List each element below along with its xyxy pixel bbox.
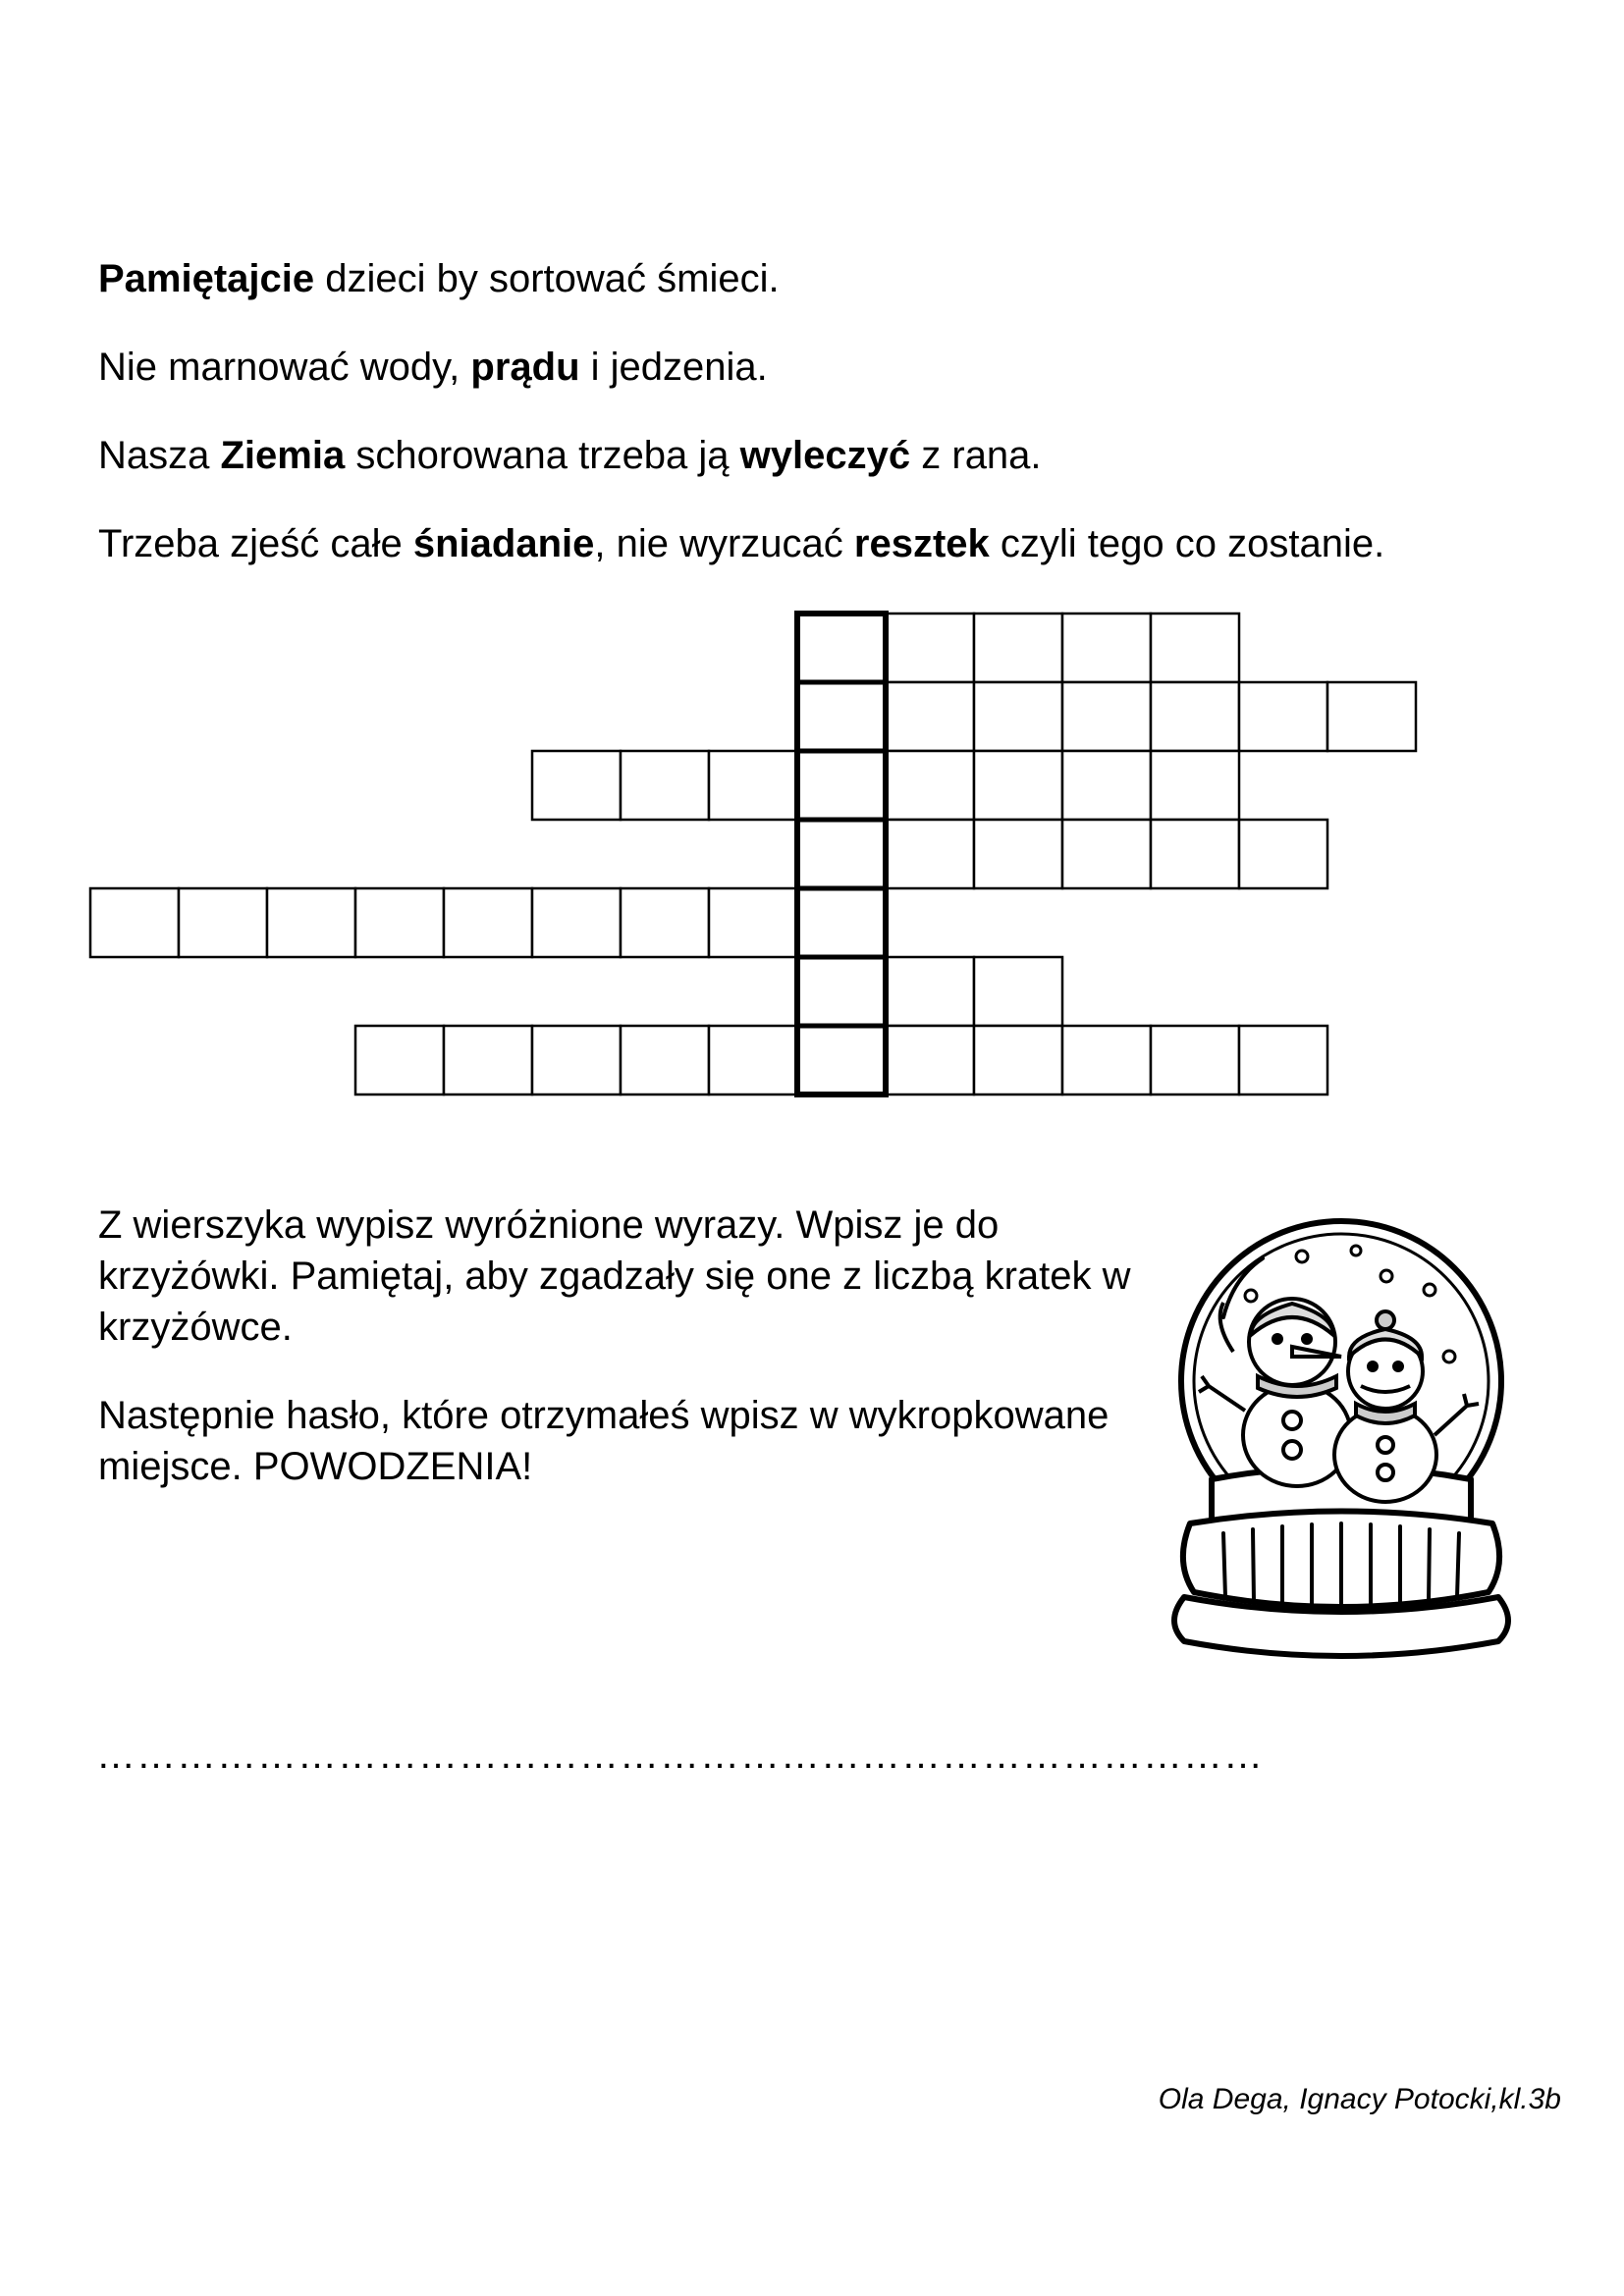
crossword-cell[interactable] bbox=[621, 1026, 709, 1095]
poem-text: , nie wyrzucać bbox=[594, 522, 854, 565]
crossword-cell[interactable] bbox=[532, 1026, 621, 1095]
crossword-password-cell[interactable] bbox=[797, 682, 886, 751]
poem-text: Nasza bbox=[98, 434, 221, 477]
crossword-cell[interactable] bbox=[709, 1026, 797, 1095]
highlighted-word: Ziemia bbox=[220, 434, 346, 477]
crossword-cell[interactable] bbox=[532, 751, 621, 820]
instructions-paragraph-2: Następnie hasło, które otrzymałeś wpisz w wykropkowane miejsce. POWODZENIA! bbox=[98, 1394, 1110, 1488]
crossword-cell[interactable] bbox=[1151, 614, 1239, 682]
poem-text: dzieci by sortować śmieci. bbox=[314, 257, 780, 300]
crossword-cell[interactable] bbox=[974, 1026, 1062, 1095]
crossword-cell[interactable] bbox=[1327, 682, 1416, 751]
crossword-password-cell[interactable] bbox=[797, 1026, 886, 1095]
crossword-cell[interactable] bbox=[1062, 614, 1151, 682]
crossword-cell[interactable] bbox=[1239, 682, 1327, 751]
author-credit: Ola Dega, Ignacy Potocki,kl.3b bbox=[1158, 2083, 1561, 2115]
crossword-cell[interactable] bbox=[974, 751, 1062, 820]
crossword-cell[interactable] bbox=[886, 1026, 974, 1095]
crossword-cell[interactable] bbox=[1239, 820, 1327, 888]
crossword-password-cell[interactable] bbox=[797, 614, 886, 682]
crossword-cell[interactable] bbox=[179, 888, 267, 957]
highlighted-word: Pamiętajcie bbox=[98, 257, 315, 300]
answer-dotted-line[interactable]: …………………………………………………………………………… bbox=[96, 1734, 1264, 1777]
crossword-grid bbox=[0, 0, 1624, 1119]
crossword-cell[interactable] bbox=[974, 682, 1062, 751]
poem-text: czyli tego co zostanie. bbox=[989, 522, 1385, 565]
crossword-cell[interactable] bbox=[1062, 751, 1151, 820]
crossword-cell[interactable] bbox=[974, 820, 1062, 888]
crossword-cell[interactable] bbox=[1151, 751, 1239, 820]
highlighted-word: prądu bbox=[470, 346, 580, 389]
crossword-password-cell[interactable] bbox=[797, 751, 886, 820]
crossword-cell[interactable] bbox=[621, 751, 709, 820]
crossword-password-cell[interactable] bbox=[797, 957, 886, 1026]
crossword-cell[interactable] bbox=[1151, 820, 1239, 888]
highlighted-word: wyleczyć bbox=[739, 434, 911, 477]
crossword-cell[interactable] bbox=[267, 888, 355, 957]
highlighted-word: śniadanie bbox=[412, 522, 595, 565]
crossword-cell[interactable] bbox=[444, 888, 532, 957]
crossword-cell[interactable] bbox=[90, 888, 179, 957]
crossword-cell[interactable] bbox=[621, 888, 709, 957]
poem-text: Trzeba zjeść całe bbox=[98, 522, 413, 565]
crossword-password-cell[interactable] bbox=[797, 888, 886, 957]
crossword-cell[interactable] bbox=[886, 682, 974, 751]
crossword-cell[interactable] bbox=[886, 614, 974, 682]
instructions-paragraph-1: Z wierszyka wypisz wyróżnione wyrazy. Wpisz je do krzyżówki. Pamiętaj, aby zgadzały się one z liczbą kratek w krzyżówce. bbox=[98, 1203, 1131, 1349]
crossword-cell[interactable] bbox=[886, 751, 974, 820]
crossword-cell[interactable] bbox=[886, 957, 974, 1026]
poem-text: i jedzenia. bbox=[579, 346, 768, 389]
crossword-cell[interactable] bbox=[1062, 820, 1151, 888]
crossword-cell[interactable] bbox=[886, 820, 974, 888]
crossword-cell[interactable] bbox=[1062, 682, 1151, 751]
crossword-cell[interactable] bbox=[974, 614, 1062, 682]
highlighted-word: resztek bbox=[853, 522, 990, 565]
snow-globe-icon bbox=[1155, 1209, 1528, 1681]
crossword-cell[interactable] bbox=[355, 888, 444, 957]
crossword-cell[interactable] bbox=[974, 957, 1062, 1026]
poem-text: schorowana trzeba ją bbox=[345, 434, 740, 477]
poem-text: Nie marnować wody, bbox=[98, 346, 471, 389]
crossword-cell[interactable] bbox=[1062, 1026, 1151, 1095]
crossword-cell[interactable] bbox=[1151, 1026, 1239, 1095]
crossword-cell[interactable] bbox=[709, 751, 797, 820]
poem-text: z rana. bbox=[910, 434, 1042, 477]
crossword-cell[interactable] bbox=[1239, 1026, 1327, 1095]
crossword-cell[interactable] bbox=[1151, 682, 1239, 751]
crossword-cell[interactable] bbox=[355, 1026, 444, 1095]
crossword-cell[interactable] bbox=[709, 888, 797, 957]
crossword-cell[interactable] bbox=[444, 1026, 532, 1095]
crossword-password-cell[interactable] bbox=[797, 820, 886, 888]
crossword-cell[interactable] bbox=[532, 888, 621, 957]
